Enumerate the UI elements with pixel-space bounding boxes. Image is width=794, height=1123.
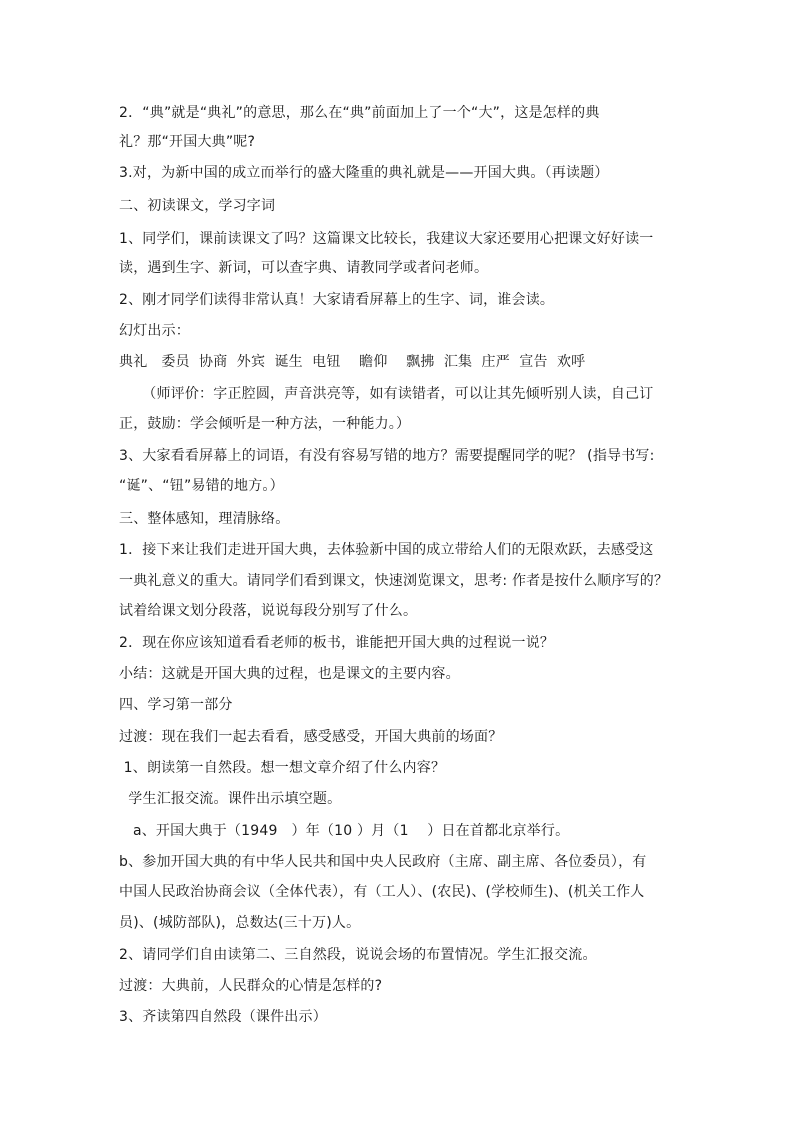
text-line: 3、大家看看屏幕上的词语，有没有容易写错的地方？需要提醒同学的呢？ (指导书写: xyxy=(119,448,655,464)
text-line: 试着给课文划分段落，说说每段分别写了什么。 xyxy=(119,603,418,619)
text-line: b、参加开国大典的有中华人民共和国中央人民政府（主席、副主席、各位委员），有 xyxy=(119,854,647,870)
text-line: 1．接下来让我们走进开国大典，去体验新中国的成立带给人们的无限欢跃，去感受这 xyxy=(119,542,654,558)
text-line: a、开国大典于（1949 ）年（10 ）月（1 ）日在首都北京举行。 xyxy=(119,823,570,839)
text-line: 1、同学们，课前读课文了吗？这篇课文比较长，我建议大家还要用心把课文好好读一 xyxy=(119,231,654,247)
text-line: 过渡：现在我们一起去看看，感受感受，开国大典前的场面？ xyxy=(119,729,503,745)
text-line: 2、请同学们自由读第二、三自然段，说说会场的布置情况。学生汇报交流。 xyxy=(119,947,597,963)
section-heading: 三、整体感知，理清脉络。 xyxy=(119,511,290,527)
text-line: 幻灯出示： xyxy=(119,323,190,339)
text-line: 礼？那“开国大典”呢? xyxy=(119,134,256,150)
text-line: （师评价：字正腔圆，声音洪亮等，如有读错者，可以让其先倾听别人读，自己订 xyxy=(119,386,654,402)
text-line: 一典礼意义的重大。请同学们看到课文，快速浏览课文，思考: 作者是按什么顺序写的？ xyxy=(119,573,669,589)
text-line: 小结：这就是开国大典的过程，也是课文的主要内容。 xyxy=(119,666,460,682)
text-line: 员)、(城防部队)，总数达(三十万)人。 xyxy=(119,915,361,931)
text-line: 中国人民政治协商会议（全体代表），有（工人）、(农民)、(学校师生)、(机关工作人 xyxy=(119,884,645,900)
section-heading: 四、学习第一部分 xyxy=(119,697,233,713)
text-line: 2、刚才同学们读得非常认真！大家请看屏幕上的生字、词，谁会读。 xyxy=(119,292,555,308)
text-line: 1、朗读第一自然段。想一想文章介绍了什么内容？ xyxy=(119,760,446,776)
text-line: 读，遇到生字、新词，可以查字典、请教同学或者问老师。 xyxy=(119,260,489,276)
text-line: 过渡：大典前，人民群众的心情是怎样的? xyxy=(119,978,383,994)
text-line: 2．现在你应该知道看看老师的板书，谁能把开国大典的过程说一说？ xyxy=(119,635,555,651)
text-line: “诞”、“钮”易错的地方。） xyxy=(119,478,284,494)
text-line: 学生汇报交流。课件出示填空题。 xyxy=(119,791,342,807)
text-line: 2．“典”就是“典礼”的意思，那么在“典”前面加上了一个“大”，这是怎样的典 xyxy=(119,105,600,121)
section-heading: 二、初读课文，学习字词 xyxy=(119,198,276,214)
vocabulary-line: 典礼 委员 协商 外宾 诞生 电钮 瞻仰 飘拂 汇集 庄严 宣告 欢呼 xyxy=(119,354,586,370)
text-line: 3.对，为新中国的成立而举行的盛大隆重的典礼就是——开国大典。（再读题） xyxy=(119,165,609,181)
text-line: 正，鼓励：学会倾听是一种方法，一种能力。） xyxy=(119,416,411,432)
text-line: 3、齐读第四自然段（课件出示） xyxy=(119,1009,327,1025)
